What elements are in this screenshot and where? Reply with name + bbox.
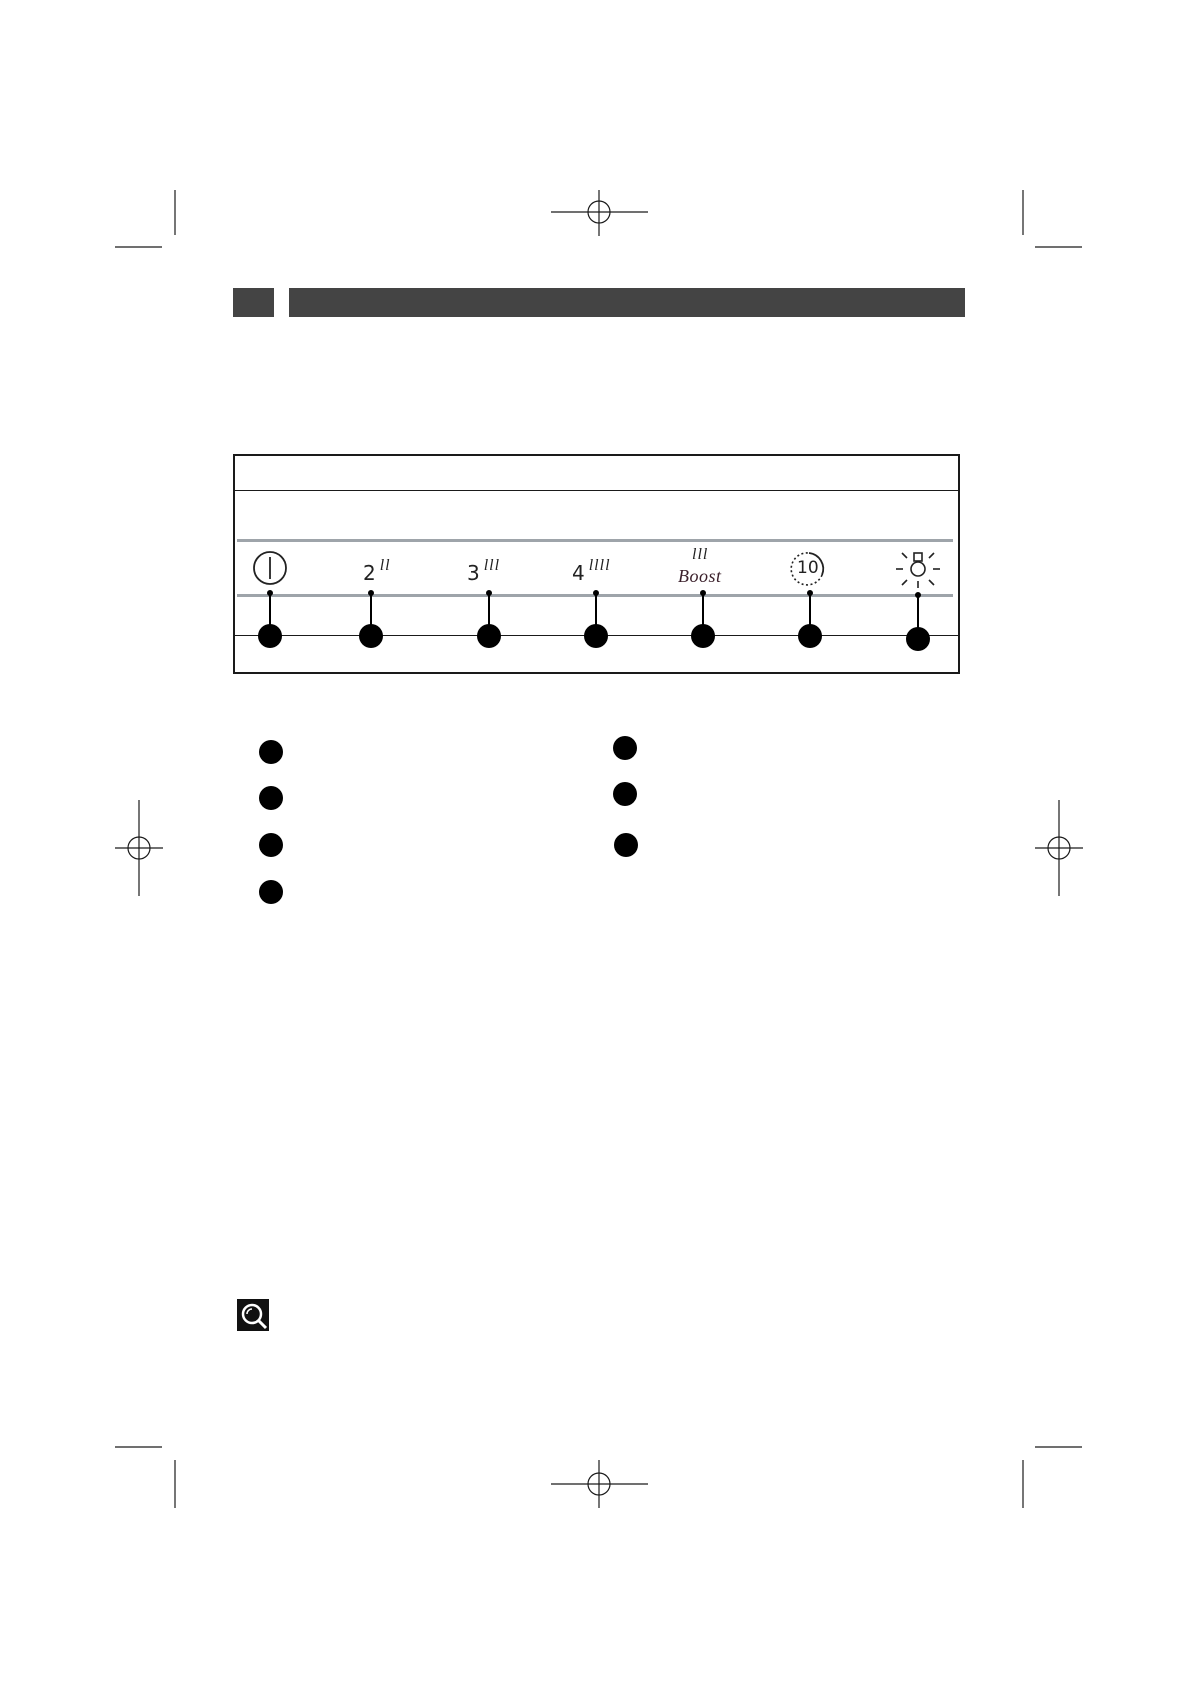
control-marker-light — [906, 627, 930, 651]
magnifier-icon — [237, 1299, 269, 1331]
speed-2-label[interactable]: 2 $^{ll}$ — [363, 557, 391, 585]
timer-label[interactable]: 10 — [797, 558, 819, 578]
legend-marker — [614, 833, 638, 857]
speed-4-label[interactable]: 4 $^{llll}$ — [572, 557, 611, 585]
control-marker-boost — [691, 624, 715, 648]
legend-marker — [613, 736, 637, 760]
steam-icon: lll — [483, 557, 501, 574]
legend-marker — [259, 740, 283, 764]
control-marker-speed-4 — [584, 624, 608, 648]
power-icon — [254, 552, 286, 584]
legend-marker — [259, 880, 283, 904]
speed-3-label[interactable]: 3 $^{lll}$ — [467, 557, 501, 585]
control-marker-power — [258, 624, 282, 648]
legend-marker — [613, 782, 637, 806]
control-marker-speed-3 — [477, 624, 501, 648]
lamp-icon — [896, 553, 940, 588]
boost-steam-icon: lll — [692, 546, 709, 563]
steam-icon: ll — [379, 557, 391, 574]
legend-marker — [259, 833, 283, 857]
control-marker-speed-2 — [359, 624, 383, 648]
steam-icon: llll — [588, 557, 611, 574]
boost-label[interactable]: Boost — [678, 566, 722, 586]
legend-marker — [259, 786, 283, 810]
control-marker-timer — [798, 624, 822, 648]
